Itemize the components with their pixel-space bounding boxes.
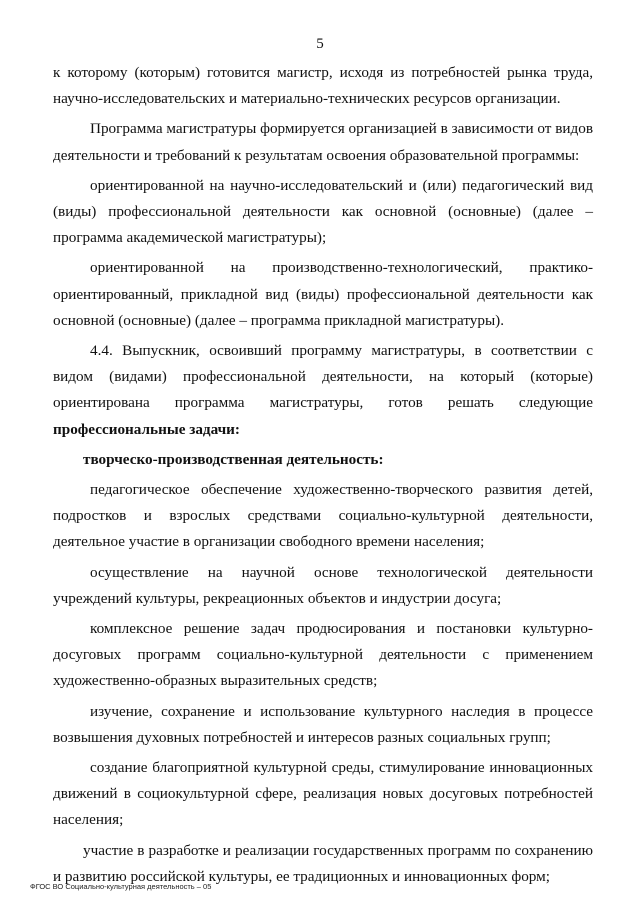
paragraph-academic-master: ориентированной на научно-исследовательский и (или) педагогический вид (виды) профессиональной деятельности как основной (основные) (далее – программа академической магистратуры); — [53, 176, 593, 247]
task-heritage: изучение, сохранение и использование культурного наследия в процессе возвышения духовных потребностей и интересов разных социальных групп; — [53, 702, 593, 746]
paragraph-4-4 — [53, 338, 593, 443]
task-pedagogical: педагогическое обеспечение художественно-творческого развития детей, подростков и взрослых средствами социально-культурной деятельности, деятельное участие в организации свободного времени населения; — [53, 481, 593, 551]
task-producing: комплексное решение задач продюсирования и постановки культурно-досуговых программ социально-культурной деятельности с применением художественно-образных выразительных средств; — [53, 620, 593, 690]
paragraph-applied-master: ориентированной на производственно-технологический, практико-ориентированный, прикладной вид (виды) профессиональной деятельности как основной (основные) (далее – программа прикладной магистратуры). — [53, 259, 593, 329]
document-body — [53, 60, 593, 890]
paragraph-4-4-text: 4.4. Выпускник, освоивший программу магистратуры, в соответствии с видом (видами) профессиональной деятельности, на который (которые) ориентирована программа магистратуры, готов решать следующие — [53, 342, 593, 412]
professional-tasks-label: профессиональные задачи: — [53, 420, 240, 438]
page-number: 5 — [316, 36, 324, 52]
task-technological: осуществление на научной основе технологической деятельности учреждений культуры, рекреационных объектов и индустрии досуга; — [53, 563, 593, 607]
paragraph-program-formation: Программа магистратуры формируется организацией в зависимости от видов деятельности и требований к результатам освоения образовательной программы: — [53, 120, 593, 164]
task-state-programs: участие в разработке и реализации государственных программ по сохранению и развитию российской культуры, ее традиционных и инновационных форм; — [53, 841, 593, 885]
paragraph-continuation: к которому (которым) готовится магистр, исходя из потребностей рынка труда, научно-исследовательских и материально-технических ресурсов организации. — [53, 64, 593, 108]
footer-note: ФГОС ВО Социально-культурная деятельность – 05 — [30, 882, 212, 891]
activity-heading: творческо-производственная деятельность: — [83, 450, 384, 468]
task-cultural-environment: создание благоприятной культурной среды, стимулирование инновационных движений в социокультурной сфере, реализация новых досуговых потребностей населения; — [53, 759, 593, 829]
